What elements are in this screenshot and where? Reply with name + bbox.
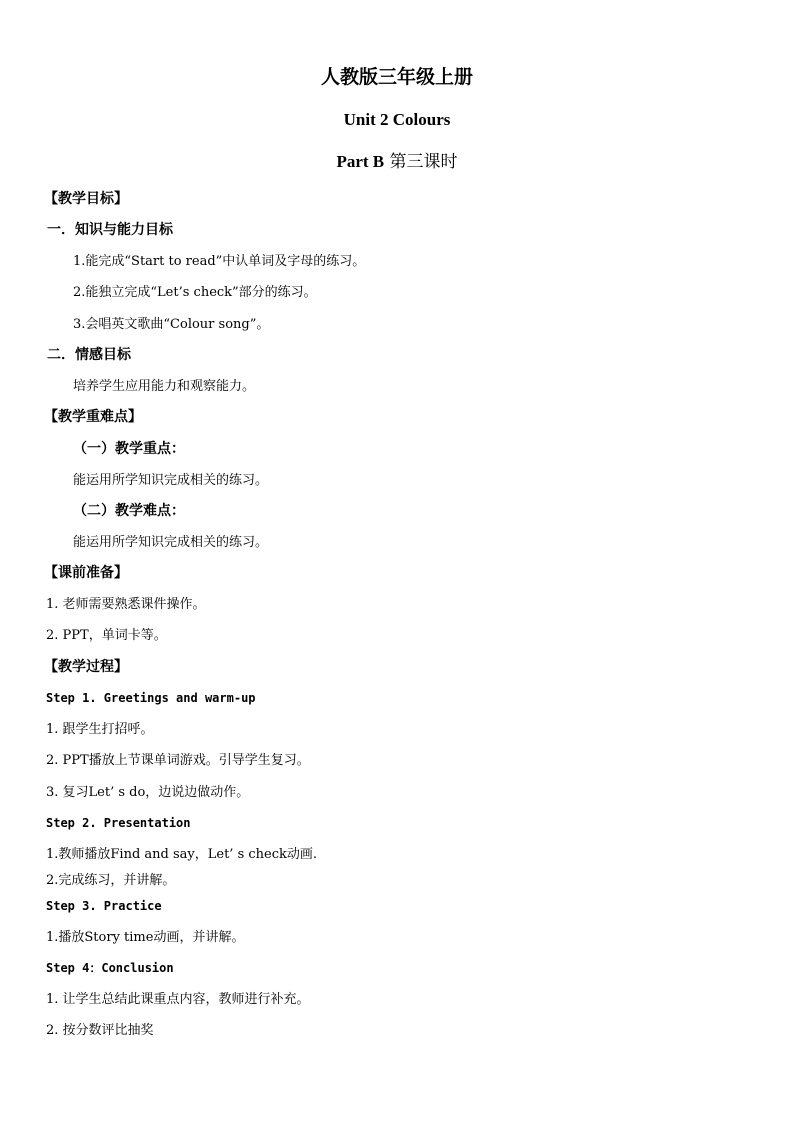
step1-heading: Step 1. Greetings and warm-up	[46, 691, 256, 705]
difficulty-text: 能运用所学知识完成相关的练习。	[73, 535, 269, 550]
emotion-heading: 二．情感目标	[47, 347, 131, 363]
step1-item-3: 3. 复习Let’ s do，边说边做动作。	[46, 785, 250, 800]
focus-heading: （一）教学重点：	[73, 441, 185, 457]
step4-item-1: 1. 让学生总结此课重点内容，教师进行补充。	[46, 992, 310, 1007]
preparation-item-1: 1. 老师需要熟悉课件操作。	[46, 597, 206, 612]
step2-item-2: 2.完成练习，并讲解。	[46, 873, 176, 888]
step1-item-2: 2. PPT播放上节课单词游戏。引导学生复习。	[46, 753, 310, 768]
step1-item-1: 1. 跟学生打招呼。	[46, 722, 154, 737]
part-title-zh: 第三课时	[384, 152, 458, 172]
emotion-text: 培养学生应用能力和观察能力。	[73, 379, 256, 394]
unit-title: Unit 2 Colours	[343, 110, 451, 129]
step3-heading: Step 3. Practice	[46, 899, 162, 913]
step3-item-1: 1.播放Story time动画，并讲解。	[46, 930, 245, 945]
key-points-heading: 【教学重难点】	[44, 409, 142, 425]
knowledge-item-3: 3.会唱英文歌曲“Colour song”。	[73, 317, 270, 332]
knowledge-item-2: 2.能独立完成“Let’s check”部分的练习。	[73, 285, 317, 300]
preparation-item-2: 2. PPT，单词卡等。	[46, 628, 167, 643]
step4-item-2: 2. 按分数评比抽奖	[46, 1023, 154, 1038]
difficulty-heading: （二）教学难点：	[73, 503, 185, 519]
objectives-heading: 【教学目标】	[44, 191, 128, 207]
process-heading: 【教学过程】	[44, 659, 128, 675]
page-title: 人教版三年级上册	[320, 66, 473, 88]
knowledge-heading: 一．知识与能力目标	[47, 222, 173, 238]
focus-text: 能运用所学知识完成相关的练习。	[73, 473, 269, 488]
preparation-heading: 【课前准备】	[44, 565, 128, 581]
step2-heading: Step 2. Presentation	[46, 816, 191, 830]
step4-heading: Step 4：Conclusion	[46, 961, 174, 975]
knowledge-item-1: 1.能完成“Start to read”中认单词及字母的练习。	[73, 254, 366, 269]
part-title-en: Part B	[336, 152, 385, 171]
part-title	[0, 153, 794, 171]
step2-item-1: 1.教师播放Find and say，Let’ s check动画.	[46, 847, 318, 862]
